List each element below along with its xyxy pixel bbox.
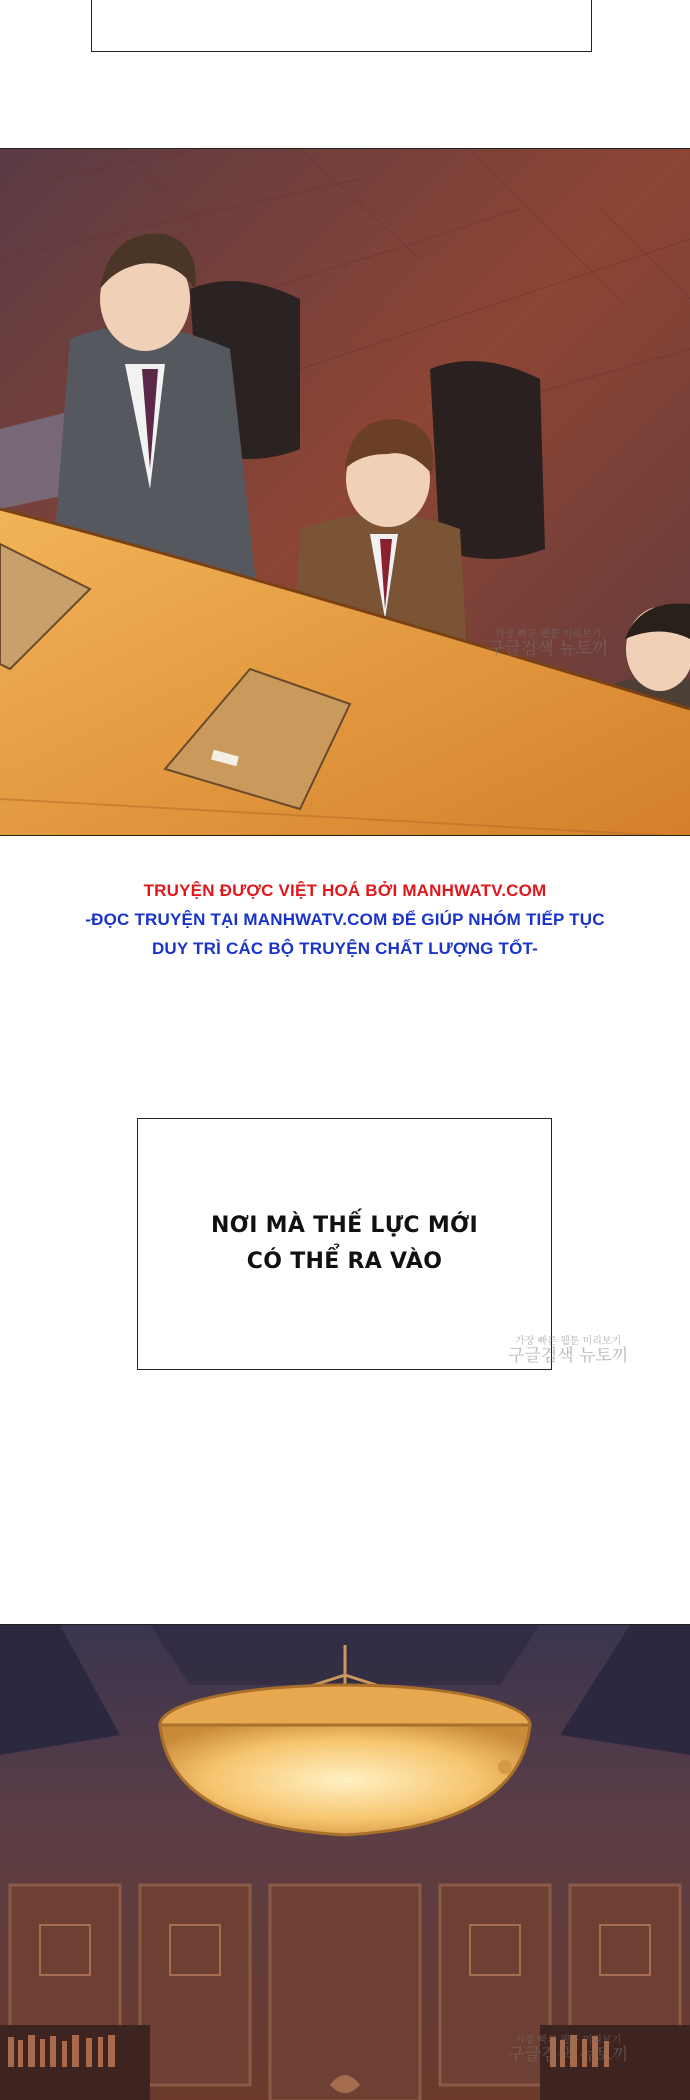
translation-credits <box>0 876 690 963</box>
caption-line-1: NƠI MÀ THẾ LỰC MỚI <box>210 1213 479 1238</box>
watermark-2 <box>508 1336 628 1366</box>
credit-line-1: TRUYỆN ĐƯỢC VIỆT HOÁ BỞI MANHWATV.COM <box>143 881 547 900</box>
watermark-small-text: 가장 빠른 웹툰 미리보기 <box>495 629 602 640</box>
credit-line-3: DUY TRÌ CÁC BỘ TRUYỆN CHẤT LƯỢNG TỐT- <box>151 939 539 958</box>
watermark-3 <box>508 2035 628 2065</box>
watermark-big-text: 구글검색 뉴토끼 <box>508 1346 629 1366</box>
watermark-small-text: 가장 빠른 웹툰 미리보기 <box>515 2035 622 2046</box>
chandelier-room-panel <box>0 1624 690 2100</box>
watermark-big-text: 구글검색 뉴토끼 <box>488 639 609 659</box>
narration-caption-box <box>137 1118 552 1370</box>
chandelier-room-illustration <box>0 1625 690 2100</box>
credit-line-2: -ĐỌC TRUYỆN TẠI MANHWATV.COM ĐỂ GIÚP NHÓM TIẾP TỤC <box>85 910 605 929</box>
meeting-room-illustration <box>0 149 690 836</box>
watermark-1 <box>488 629 608 659</box>
top-speech-box <box>91 0 592 52</box>
meeting-room-panel <box>0 148 690 836</box>
watermark-small-text: 가장 빠른 웹툰 미리보기 <box>515 1336 622 1347</box>
caption-line-2: CÓ THỂ RA VÀO <box>246 1249 443 1274</box>
watermark-big-text: 구글검색 뉴토끼 <box>508 2045 629 2065</box>
narration-caption <box>211 1208 478 1280</box>
